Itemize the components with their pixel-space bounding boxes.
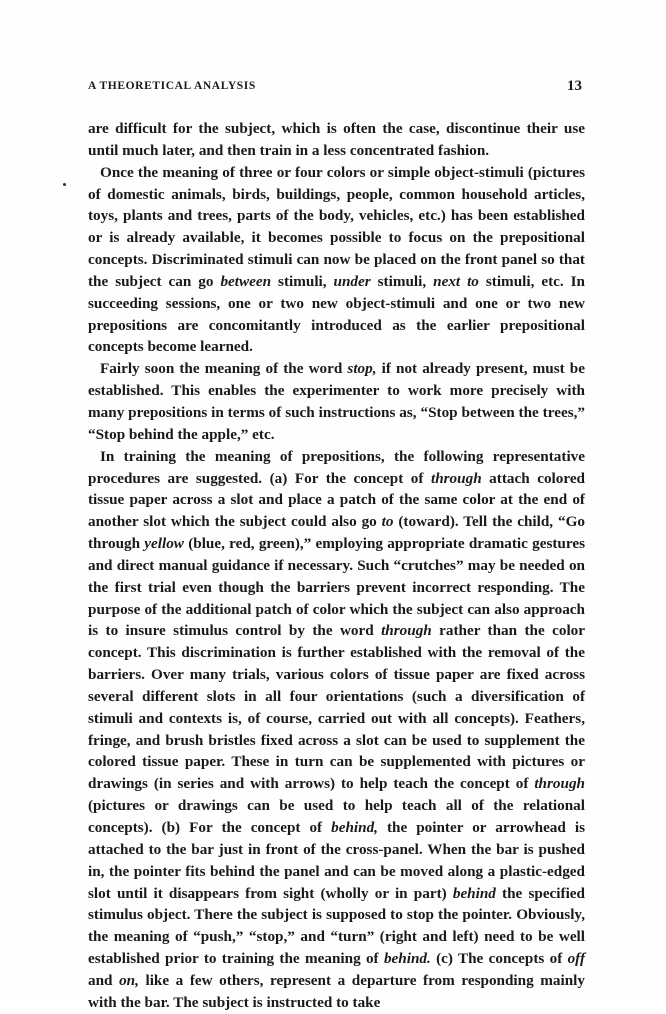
running-head: A THEORETICAL ANALYSIS xyxy=(88,80,256,92)
text-run: stimuli, xyxy=(271,272,334,290)
italic-term: stop, xyxy=(347,360,377,378)
text-run: if not already present, must be established. This enables the experimenter to work more precisely with many prepositions in terms of such instructions as, “Stop between the trees,” “Stop behind the apple,” etc. xyxy=(88,360,585,443)
italic-term: on, xyxy=(119,971,139,989)
paragraph xyxy=(88,162,585,359)
body-text xyxy=(88,118,585,1014)
italic-term: under xyxy=(333,272,371,290)
italic-term: through xyxy=(430,469,482,487)
text-run: (blue, red, green),” employing appropriate dramatic gestures and direct manual guidance if necessary. Such “crutches” may be needed on the first trial even though the barriers prevent incorrect responding. The purpose of the additional patch of color which the subject can also approach is to insure stimulus control by the word xyxy=(88,535,585,640)
italic-term: yellow xyxy=(144,535,184,553)
text-run: (pictures or drawings can be used to help teach all of the relational concepts). (b) For the concept of xyxy=(88,797,585,836)
text-run: Once the meaning of three or four colors or simple object-stimuli (pictures of domestic animals, birds, buildings, people, common household articles, toys, plants and trees, parts of the body, vehicles, etc.) has been established or is already available, it becomes possible to focus on the prepositional concepts. Discriminated stimuli can now be placed on the front panel so that the subject can go xyxy=(88,163,585,290)
italic-term: between xyxy=(220,272,272,290)
italic-term: behind. xyxy=(383,950,431,968)
text-run: the specified stimulus object. There the subject is supposed to stop the pointer. Obviously, the meaning of “push,” “stop,” and “turn” (right and left) need to be well established prior to training the meaning of xyxy=(88,884,585,968)
paragraph xyxy=(88,118,585,162)
margin-mark xyxy=(63,183,66,186)
italic-term: off xyxy=(567,950,585,968)
italic-term: through xyxy=(381,622,432,640)
italic-term: to xyxy=(381,513,394,531)
text-run: stimuli, etc. In succeeding sessions, one or two new object-stimuli and one or two new prepositions are concomitantly introduced as the earlier prepositional concepts become learned. xyxy=(88,272,585,356)
text-run: like a few others, represent a departure from responding mainly with the bar. The subject is instructed to take xyxy=(88,971,585,1011)
text-run: (toward). Tell the child, “Go through xyxy=(88,513,585,553)
text-run: In training the meaning of prepositions, the following representative procedures are suggested. (a) For the concept of xyxy=(88,447,585,487)
text-run: are difficult for the subject, which is often the case, discontinue their use until much later, and then train in a less concentrated fashion. xyxy=(88,120,585,159)
italic-term: next to xyxy=(433,272,479,290)
paragraph xyxy=(88,358,585,445)
paragraph xyxy=(88,446,585,1014)
text-run: Fairly soon the meaning of the word xyxy=(100,360,348,378)
text-run: (c) The concepts of xyxy=(430,950,568,968)
text-run: stimuli, xyxy=(370,272,434,290)
page-number: 13 xyxy=(567,78,582,94)
text-run: attach colored tissue paper across a slot and place a patch of the same color at the end of another slot which the subject could also go xyxy=(88,469,586,531)
text-run: the pointer or arrowhead is attached to the bar just in front of the cross-panel. When the bar is pushed in, the pointer fits behind the panel and can be moved along a plastic-edged slot until it disappears from sight (wholly or in part) xyxy=(88,819,585,902)
italic-term: behind, xyxy=(331,819,378,836)
italic-term: through xyxy=(534,775,585,793)
italic-term: behind xyxy=(452,884,496,902)
text-run: rather than the color concept. This discrimination is further established with the removal of the barriers. Over many trials, various colors of tissue paper are fixed across several different slots in all four orientations (such a diversification of stimuli and contexts is, of course, carried out with all concepts). Feathers, fringe, and brush bristles fixed across a slot can be used to supplement the colored tissue paper. These in turn can be supplemented with pictures or drawings (in series and with arrows) to help teach the concept of xyxy=(88,622,585,793)
text-run: and xyxy=(88,971,120,989)
